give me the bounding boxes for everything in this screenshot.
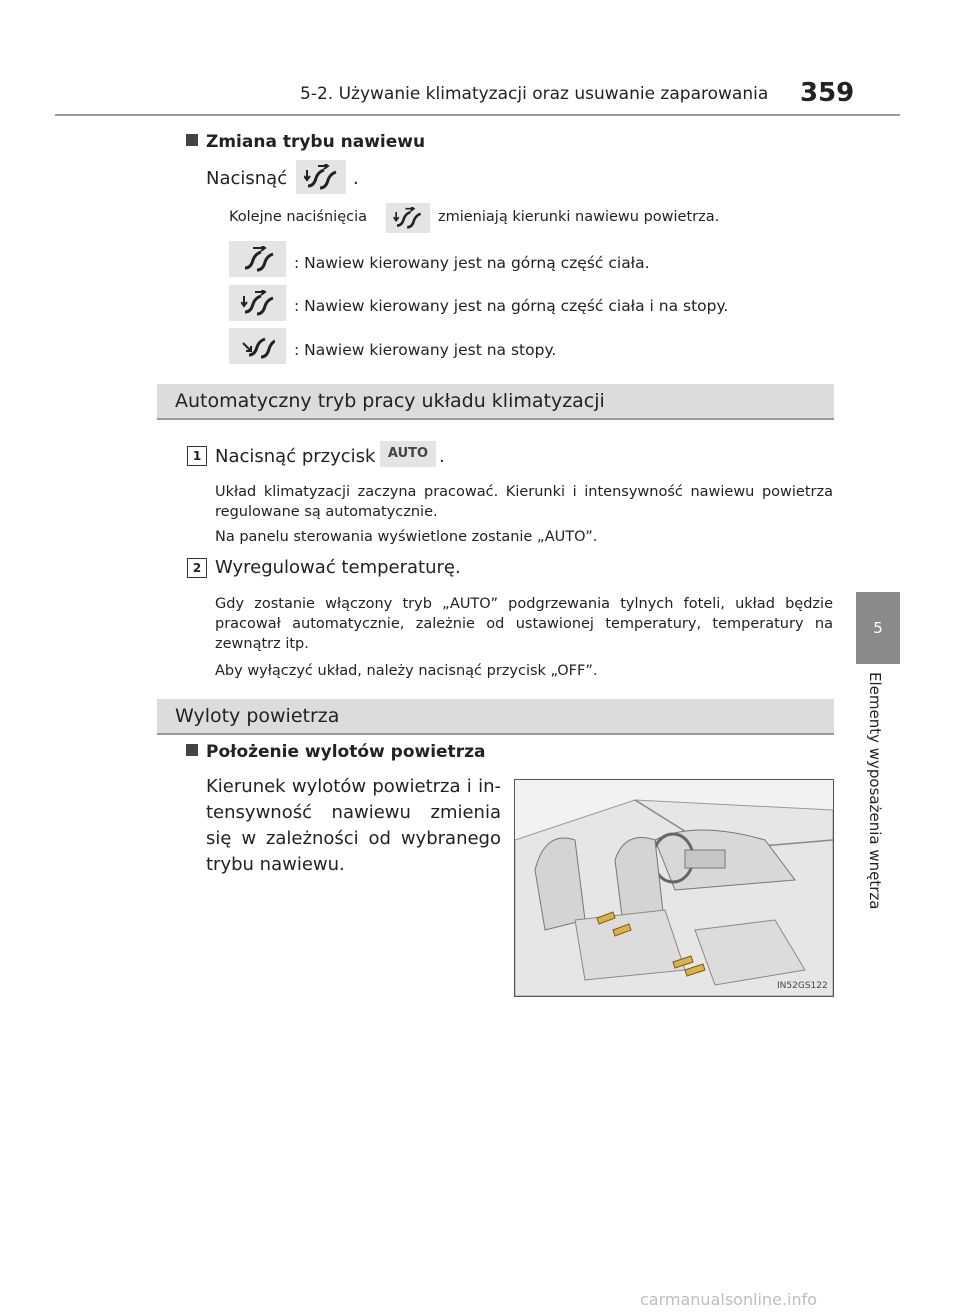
section-auto-mode-title: Automatyczny tryb pracy układu klimatyzacji bbox=[175, 390, 605, 412]
step-2-note-2: Aby wyłączyć układ, należy nacisnąć przycisk „OFF”. bbox=[215, 663, 598, 679]
chapter-tab: 5 bbox=[856, 592, 900, 664]
square-bullet-icon bbox=[186, 744, 198, 756]
upper-body-and-feet-airflow-icon bbox=[229, 285, 286, 321]
step-2-text: Wyregulować temperaturę. bbox=[215, 557, 461, 578]
mode-button-icon bbox=[296, 160, 346, 194]
vents-body-text: Kierunek wylotów powietrza i in-tensywność nawiewu zmienia się w zależności od wybranego trybu nawiewu. bbox=[206, 776, 501, 875]
step-2-note-1: Gdy zostanie włączony tryb „AUTO” podgrzewania tylnych foteli, układ będzie pracował automatycznie, zależnie od ustawionej temperatury, temperatury na zewnątrz itp. bbox=[215, 596, 833, 652]
page-header-title: 5-2. Używanie klimatyzacji oraz usuwanie zaparowania bbox=[300, 84, 769, 104]
chapter-title-vertical bbox=[866, 672, 892, 922]
step-1-note-2: Na panelu sterowania wyświetlone zostanie „AUTO”. bbox=[215, 529, 598, 545]
auto-button-icon: AUTO bbox=[380, 441, 436, 467]
vents-location-heading: Położenie wylotów powietrza bbox=[186, 742, 485, 762]
car-interior-illustration bbox=[514, 779, 834, 997]
mode-feet-text: : Nawiew kierowany jest na stopy. bbox=[294, 341, 557, 359]
page-number: 359 bbox=[800, 78, 855, 108]
section-air-vents bbox=[157, 699, 834, 735]
upper-body-airflow-icon bbox=[229, 241, 286, 277]
mode-press-instruction: Nacisnąć bbox=[206, 168, 288, 189]
mode-press-suffix: . bbox=[353, 168, 359, 189]
section-air-vents-title: Wyloty powietrza bbox=[175, 705, 340, 727]
mode-change-heading: Zmiana trybu nawiewu bbox=[186, 132, 425, 152]
mode-note-prefix: Kolejne naciśnięcia bbox=[229, 209, 368, 225]
mode-note-suffix: zmieniają kierunki nawiewu powietrza. bbox=[438, 209, 720, 225]
mode-button-small-icon bbox=[386, 203, 430, 233]
step-1-text: Nacisnąć przycisk bbox=[215, 446, 376, 467]
section-auto-mode bbox=[157, 384, 834, 420]
step-2-badge: 2 bbox=[187, 558, 207, 578]
step-1-note-1: Układ klimatyzacji zaczyna pracować. Kierunki i intensywność nawiewu powietrza regulowane są automatycznie. bbox=[215, 484, 833, 520]
watermark: carmanualsonline.info bbox=[640, 1290, 818, 1309]
mode-upper-and-feet-text: : Nawiew kierowany jest na górną część ciała i na stopy. bbox=[294, 297, 729, 315]
chapter-title-text: Elementy wyposażenia wnętrza bbox=[866, 672, 884, 910]
illustration-code: IN52GS122 bbox=[777, 981, 828, 991]
header-divider bbox=[55, 114, 900, 116]
square-bullet-icon bbox=[186, 134, 198, 146]
feet-airflow-icon bbox=[229, 328, 286, 364]
step-1-suffix: . bbox=[439, 446, 445, 467]
mode-upper-body-text: : Nawiew kierowany jest na górną część ciała. bbox=[294, 254, 650, 272]
step-1-badge: 1 bbox=[187, 446, 207, 466]
